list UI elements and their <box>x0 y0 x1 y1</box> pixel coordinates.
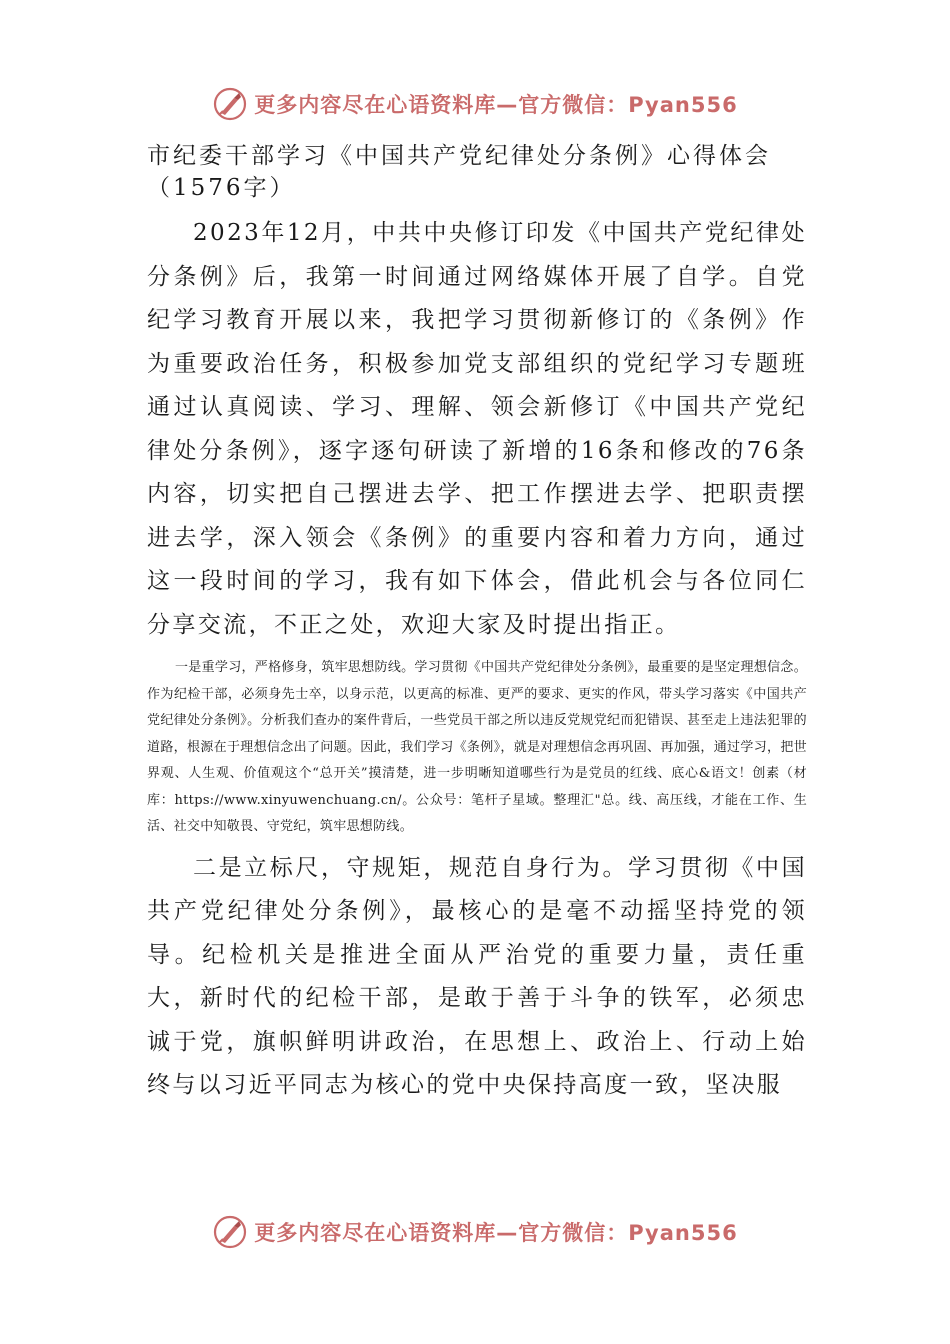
paragraph-point-two: 二是立标尺，守规矩，规范自身行为。学习贯彻《中国共产党纪律处分条例》，最核心的是毫不动摇坚持党的领导。纪检机关是推进全面从严治党的重要力量，责任重大，新时代的纪检干部，是敢于善于斗争的铁军，必须忠诚于党，旗帜鲜明讲政治，在思想上、政治上、行动上始终与以习近平同志为核心的党中央保持高度一致，坚决服 <box>147 854 807 1098</box>
header-watermark-banner <box>0 80 950 128</box>
document-title: 市纪委干部学习《中国共产党纪律处分条例》心得体会 <box>147 143 771 169</box>
pen-nib-logo-icon <box>212 1214 248 1250</box>
footer-watermark-banner <box>0 1208 950 1256</box>
paragraph-point-one: 一是重学习，严格修身，筑牢思想防线。学习贯彻《中国共产党纪律处分条例》，最重要的是坚定理想信念。作为纪检干部，必须身先士卒，以身示范，以更高的标准、更严的要求、更实的作风，带头学习落实《中国共产党纪律处分条例》。分析我们查办的案件背后，一些党员干部之所以违反党规党纪而犯错误、甚至走上违法犯罪的道路，根源在于理想信念出了问题。因此，我们学习《条例》，就是对理想信念再巩固、再加强，通过学习，把世界观、人生观、价值观这个“总开关”摸清楚，进一步明晰知道哪些行为是党员的红线、底心&语文！创素（材库：https://www.xinyuwenchuang.cn/。公众号：笔杆子星域。整理汇"总。线、高压线，才能在工作、生活、社交中知敬畏、守党纪，筑牢思想防线。 <box>147 660 807 834</box>
header-watermark-text: 更多内容尽在心语资料库—官方微信：Pyan556 <box>254 93 738 117</box>
paragraph-intro: 2023年12月，中共中央修订印发《中国共产党纪律处分条例》后，我第一时间通过网络媒体开展了自学。自党纪学习教育开展以来，我把学习贯彻新修订的《条例》作为重要政治任务，积极参加党支部组织的党纪学习专题班通过认真阅读、学习、理解、领会新修订《中国共产党纪律处分条例》，逐字逐句研读了新增的16条和修改的76条内容，切实把自己摆进去学、把工作摆进去学、把职责摆进去学，深入领会《条例》的重要内容和着力方向，通过这一段时间的学习，我有如下体会，借此机会与各位同仁分享交流，不正之处，欢迎大家及时提出指正。 <box>147 220 807 638</box>
footer-watermark-text: 更多内容尽在心语资料库—官方微信：Pyan556 <box>254 1221 738 1245</box>
document-word-count: （1576字） <box>147 175 296 201</box>
document-body <box>147 140 807 1108</box>
pen-nib-logo-icon <box>212 86 248 122</box>
